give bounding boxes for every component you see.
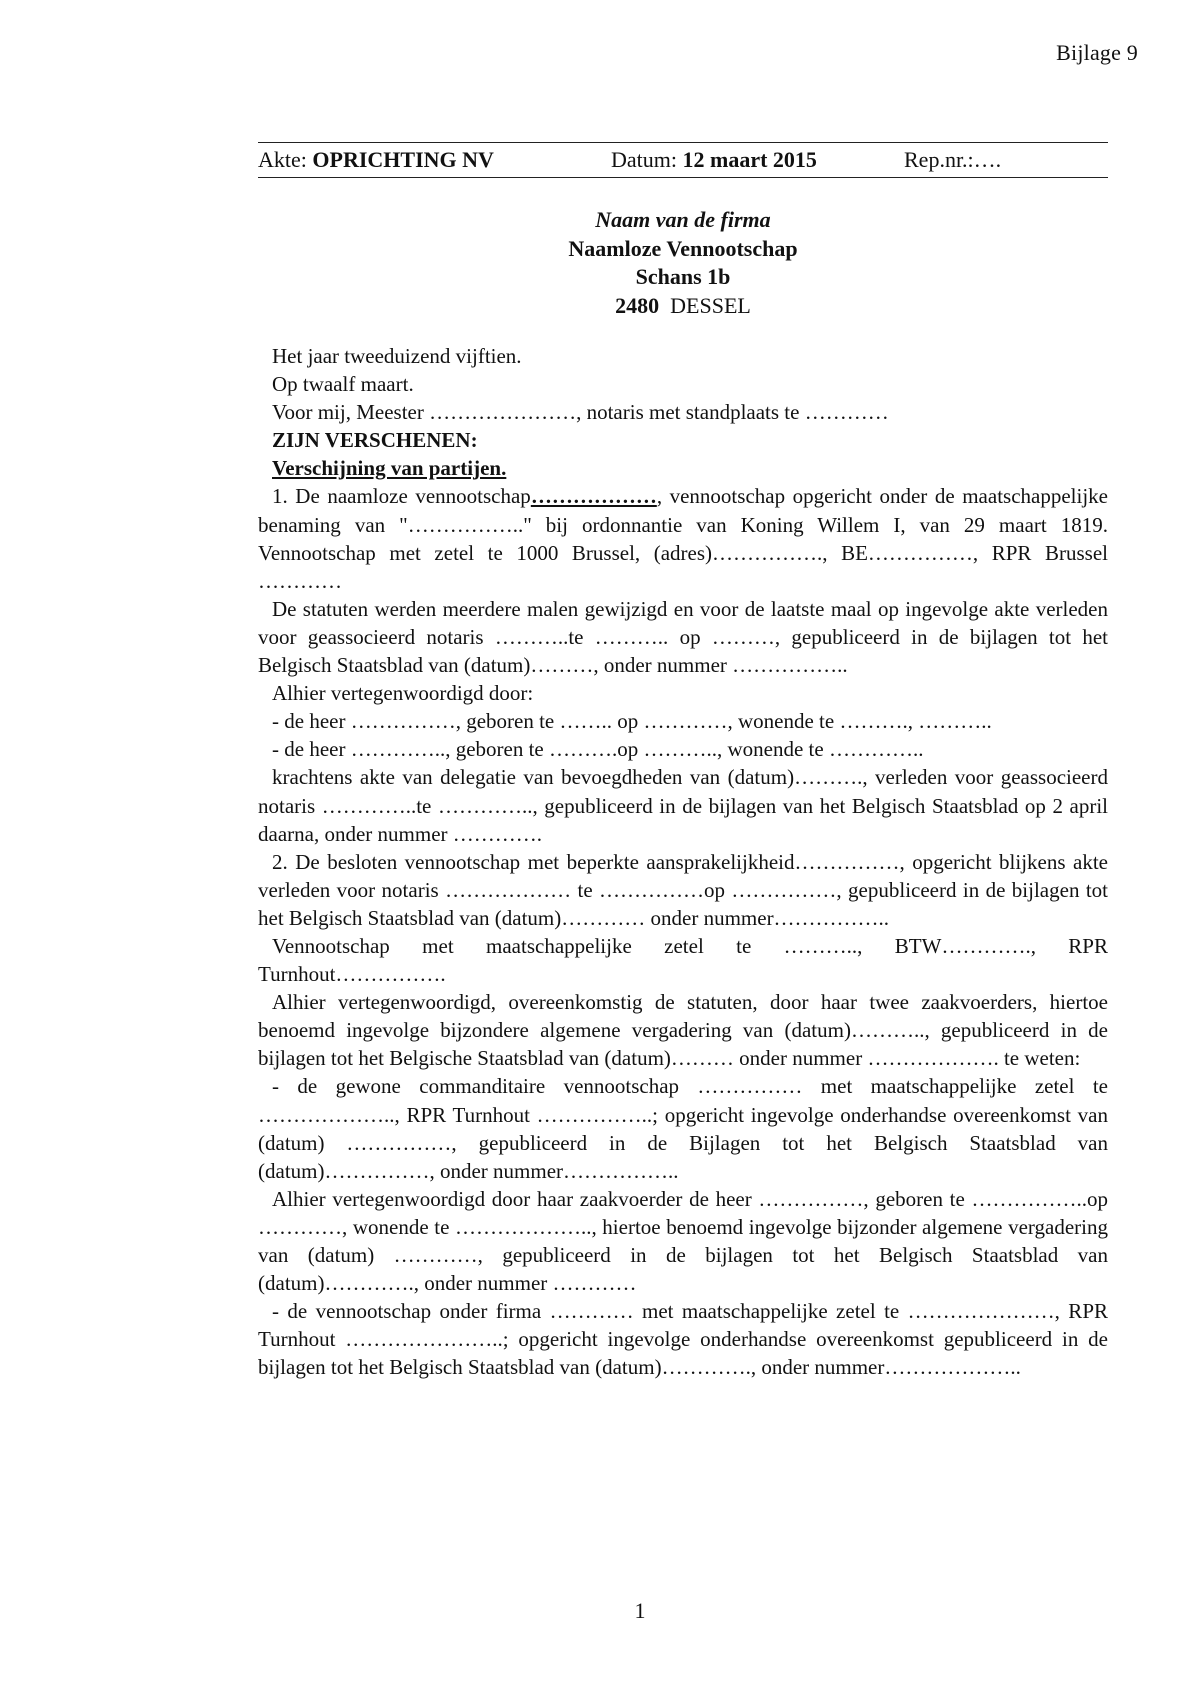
- delegation-paragraph: krachtens akte van delegatie van bevoegdheden van (datum)………., verleden voor geassocieerd notaris …………..te ………….., gepubliceerd in de bijlagen van het Belgisch Staatsblad op 2 april daarna, onder nummer ………….: [258, 765, 1108, 846]
- party-1-paragraph: [258, 482, 1108, 594]
- deed-type-value: OPRICHTING NV: [312, 147, 494, 172]
- company-address-city: [258, 292, 1108, 321]
- body-date: Op twaalf maart.: [272, 372, 414, 397]
- repertory-number: Rep.nr.:….: [904, 147, 1002, 172]
- partner-commanditaire: - de gewone commanditaire vennootschap …………… met maatschappelijke zetel te ……………….., RPR Turnhout ……………..; opgericht ingevolge onderhandse overeenkomst van (datum) ……………, gepubliceerd in de Bijlagen tot het Belgisch Staatsblad van (datum)……………, onder nummer……………..: [258, 1074, 1108, 1183]
- company-postcode: 2480: [615, 292, 660, 318]
- page-number: 1: [634, 1598, 646, 1623]
- partner-commanditaire-representation: Alhier vertegenwoordigd door haar zaakvoerder de heer ……………, geboren te ……………..op …………, wonende te ……………….., hiertoe benoemd ingevolge bijzonder algemene vergadering van (datum) …………, gepubliceerd in de bijlagen tot het Belgisch Staatsblad van (datum)…………., onder nummer …………: [258, 1186, 1108, 1296]
- party-1-rest: , vennootschap opgericht onder de maatschappelijke benaming van "…………….." bij ordonnantie van Koning Willem I, van 29 maart 1819. Vennootschap met zetel te 1000 Brussel, (adres)……………., BE……………, RPR Brussel …………: [258, 484, 1108, 593]
- representative-1: - de heer ……………, geboren te …….. op …………, wonende te ………., ………..: [272, 709, 992, 734]
- company-title-block: [258, 206, 1108, 320]
- company-type: Naamloze Vennootschap: [568, 235, 798, 261]
- party-1-prefix: 1. De naamloze vennootschap: [272, 484, 531, 509]
- party-2-representation: Alhier vertegenwoordigd, overeenkomstig de statuten, door haar twee zaakvoerders, hiertoe benoemd ingevolge bijzondere algemene vergadering van (datum)……….., gepubliceerd in de bijlagen tot het Belgische Staatsblad van (datum)……… onder nummer ………………. te weten:: [258, 990, 1108, 1071]
- firm-name: Naam van de firma: [595, 207, 771, 232]
- deed-type: [258, 143, 494, 177]
- heading-appeared: ZIJN VERSCHENEN:: [272, 428, 478, 453]
- partner-vof: - de vennootschap onder firma ………… met maatschappelijke zetel te …………………, RPR Turnhout …………………..; opgericht ingevolge onderhandse overeenkomst gepubliceerd in de bijlagen tot het Belgisch Staatsblad van (datum)…………., onder nummer………………..: [258, 1299, 1108, 1380]
- heading-parties: [258, 454, 1108, 482]
- company-street: Schans 1b: [635, 264, 731, 289]
- deed-body: [258, 342, 1108, 1381]
- statutes-paragraph: De statuten werden meerdere malen gewijzigd en voor de laatste maal op ingevolge akte verleden voor geassocieerd notaris ………..te ……….. op ………, gepubliceerd in de bijlagen tot het Belgisch Staatsblad van (datum)………, onder nummer ……………..: [258, 596, 1108, 678]
- representative-2: - de heer ………….., geboren te ……….op ……….., wonende te …………..: [272, 737, 924, 762]
- body-notary: Voor mij, Meester …………………, notaris met standplaats te …………: [272, 400, 889, 425]
- annex-label: Bijlage 9: [1056, 40, 1138, 65]
- body-year: Het jaar tweeduizend vijftien.: [272, 344, 522, 368]
- represented-by: Alhier vertegenwoordigd door:: [272, 681, 534, 706]
- heading-parties-text: Verschijning van partijen.: [272, 456, 507, 481]
- deed-date-value: 12 maart 2015: [682, 147, 817, 172]
- deed-date-label: Datum:: [611, 147, 683, 172]
- party-1-name-blank: ………………: [530, 484, 657, 509]
- deed-type-label: Akte:: [258, 147, 313, 172]
- party-2-paragraph: 2. De besloten vennootschap met beperkte aansprakelijkheid……………, opgericht blijkens akte verleden voor notaris ……………… te ……………op ……………, gepubliceerd in de bijlagen tot het Belgisch Staatsblad van (datum)………… onder nummer……………..: [258, 849, 1108, 930]
- company-city: DESSEL: [670, 292, 751, 318]
- deed-date: [611, 143, 817, 177]
- deed-header: [258, 142, 1108, 178]
- party-2-seat: Vennootschap met maatschappelijke zetel te ……….., BTW…………., RPR Turnhout…………….: [258, 933, 1108, 987]
